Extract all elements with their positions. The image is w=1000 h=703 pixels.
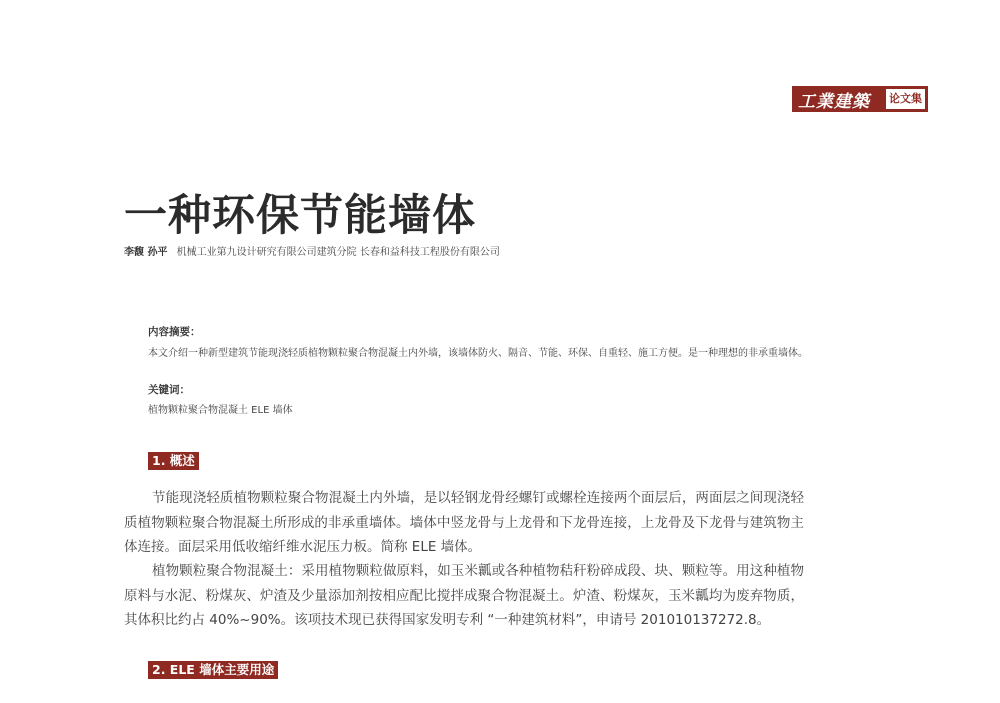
keywords-text: 植物颗粒聚合物混凝土 ELE 墙体 <box>148 405 293 416</box>
abstract-text: 本文介绍一种新型建筑节能现浇轻质植物颗粒聚合物混凝土内外墙，该墙体防火、隔音、节能、环保、自重轻、施工方便。是一种理想的非承重墙体。 <box>148 348 808 359</box>
journal-logo-sub: 论文集 <box>886 89 925 109</box>
overview-paragraph-2: 植物颗粒聚合物混凝土：采用植物颗粒做原料，如玉米瓤或各种植物秸秆粉碎成段、块、颗粒等。用这种植物原料与水泥、粉煤灰、炉渣及少量添加剂按相应配比搅拌成聚合物混凝土。炉渣、粉煤灰，玉米瓤均为废弃物质，其体积比约占 40%~90%。该项技术现已获得国家发明专利 “一种建筑材料”，申请号 201010137272.8。 <box>124 563 804 628</box>
journal-logo-main: 工業建築 <box>798 91 870 112</box>
author-line <box>124 243 500 258</box>
author-names: 李馥 孙平 <box>124 247 168 258</box>
keywords-label: 关键词： <box>148 384 190 396</box>
journal-logo <box>792 86 928 112</box>
section-heading-overview: 1. 概述 <box>148 452 199 470</box>
author-affiliation: 机械工业第九设计研究有限公司建筑分院 长春和益科技工程股份有限公司 <box>176 247 500 258</box>
overview-paragraph-1: 节能现浇轻质植物颗粒聚合物混凝土内外墙，是以轻钢龙骨经螺钉或螺栓连接两个面层后，两面层之间现浇轻质植物颗粒聚合物混凝土所形成的非承重墙体。墙体中竖龙骨与上龙骨和下龙骨连接，上龙骨及下龙骨与建筑物主体连接。面层采用低收缩纤维水泥压力板。简称 ELE 墙体。 <box>124 490 804 555</box>
abstract-label: 内容摘要： <box>148 326 201 338</box>
paper-title: 一种环保节能墙体 <box>124 191 476 241</box>
section-heading-usage: 2. ELE 墙体主要用途 <box>148 661 278 679</box>
cut-off-text-line <box>124 694 724 703</box>
